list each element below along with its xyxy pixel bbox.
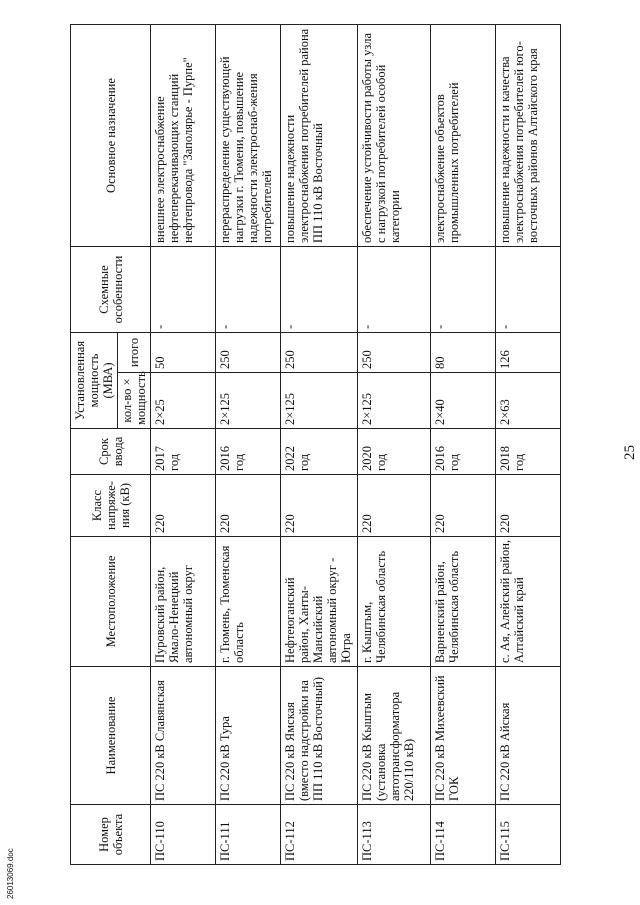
table-row: [151, 25, 216, 865]
header-term: Срок ввода: [71, 429, 151, 475]
cell-location: с. Ая, Алейский район, Алтайский край: [496, 537, 561, 667]
header-capacity-total: итого: [118, 333, 151, 373]
cell-voltage: 220: [496, 475, 561, 537]
table-row: [281, 25, 358, 865]
cell-term: 2022 год: [281, 429, 358, 475]
cell-voltage: 220: [151, 475, 216, 537]
cell-purpose: перераспределение существующей нагрузки г. Тюмени, повышение надежности электроснаб-жения потребителей: [216, 25, 281, 247]
table-row: [431, 25, 496, 865]
substations-table: [70, 24, 561, 865]
cell-features: -: [216, 247, 281, 333]
cell-voltage: 220: [358, 475, 431, 537]
cell-term: 2016 год: [216, 429, 281, 475]
cell-number: ПС-112: [281, 805, 358, 865]
cell-name: ПС 220 кВ Михеевский ГОК: [431, 667, 496, 805]
header-capacity-units: кол-во × мощность: [118, 373, 151, 429]
cell-number: ПС-110: [151, 805, 216, 865]
cell-voltage: 220: [281, 475, 358, 537]
table-row: [216, 25, 281, 865]
table-row: [358, 25, 431, 865]
cell-location: Пуровский район, Ямало-Ненецкий автономный округ: [151, 537, 216, 667]
header-purpose: Основное назначение: [71, 25, 151, 247]
cell-total: 250: [281, 333, 358, 373]
cell-term: 2020 год: [358, 429, 431, 475]
cell-total: 126: [496, 333, 561, 373]
cell-number: ПС-115: [496, 805, 561, 865]
cell-features: -: [431, 247, 496, 333]
cell-name: ПС 220 кВ Славянская: [151, 667, 216, 805]
cell-features: -: [496, 247, 561, 333]
cell-purpose: повышение надежности и качества электроснабжения потребителей юго-восточных районов Алтайского края: [496, 25, 561, 247]
cell-name: ПС 220 кВ Тура: [216, 667, 281, 805]
cell-term: 2017 год: [151, 429, 216, 475]
cell-term: 2018 год: [496, 429, 561, 475]
cell-total: 250: [216, 333, 281, 373]
cell-number: ПС-113: [358, 805, 431, 865]
cell-voltage: 220: [216, 475, 281, 537]
header-name: Наименование: [71, 667, 151, 805]
cell-units: 2×125: [358, 373, 431, 429]
cell-purpose: внешнее электроснабжение нефтеперекачивающих станций нефтепровода "Заполярье - Пурпе": [151, 25, 216, 247]
cell-purpose: повышение надежности электроснабжения потребителей района ПП 110 кВ Восточный: [281, 25, 358, 247]
cell-location: Нефтеюганский район, Ханты-Мансийский автономный округ - Югра: [281, 537, 358, 667]
cell-features: -: [281, 247, 358, 333]
cell-units: 2×63: [496, 373, 561, 429]
cell-voltage: 220: [431, 475, 496, 537]
cell-purpose: электроснабжение объектов промышленных потребителей: [431, 25, 496, 247]
cell-purpose: обеспечение устойчивости работы узла с нагрузкой потребителей особой категории: [358, 25, 431, 247]
cell-units: 2×125: [281, 373, 358, 429]
cell-features: -: [151, 247, 216, 333]
cell-term: 2016 год: [431, 429, 496, 475]
cell-features: -: [358, 247, 431, 333]
cell-location: г. Кыштым, Челябинская область: [358, 537, 431, 667]
header-voltage: Класс напряже-ния (кВ): [71, 475, 151, 537]
cell-units: 2×40: [431, 373, 496, 429]
footer-code: 26013069.doc: [6, 848, 15, 899]
cell-name: ПС 220 кВ Кыштым (установка автотрансформатора 220/110 кВ): [358, 667, 431, 805]
cell-number: ПС-111: [216, 805, 281, 865]
cell-total: 250: [358, 333, 431, 373]
cell-total: 50: [151, 333, 216, 373]
cell-name: ПС 220 кВ Айская: [496, 667, 561, 805]
cell-units: 2×25: [151, 373, 216, 429]
cell-number: ПС-114: [431, 805, 496, 865]
header-capacity: Установленная мощность (МВА): [71, 333, 118, 429]
cell-location: г. Тюмень, Тюменская область: [216, 537, 281, 667]
cell-units: 2×125: [216, 373, 281, 429]
cell-location: Варненский район, Челябинская область: [431, 537, 496, 667]
page-number: 25: [622, 445, 638, 460]
header-number: Номер объекта: [71, 805, 151, 865]
cell-total: 80: [431, 333, 496, 373]
cell-name: ПС 220 кВ Ямская (вместо надстройки на ПП 110 кВ Восточный): [281, 667, 358, 805]
header-features: Схемные особенности: [71, 247, 151, 333]
table-row: [496, 25, 561, 865]
header-location: Местоположение: [71, 537, 151, 667]
